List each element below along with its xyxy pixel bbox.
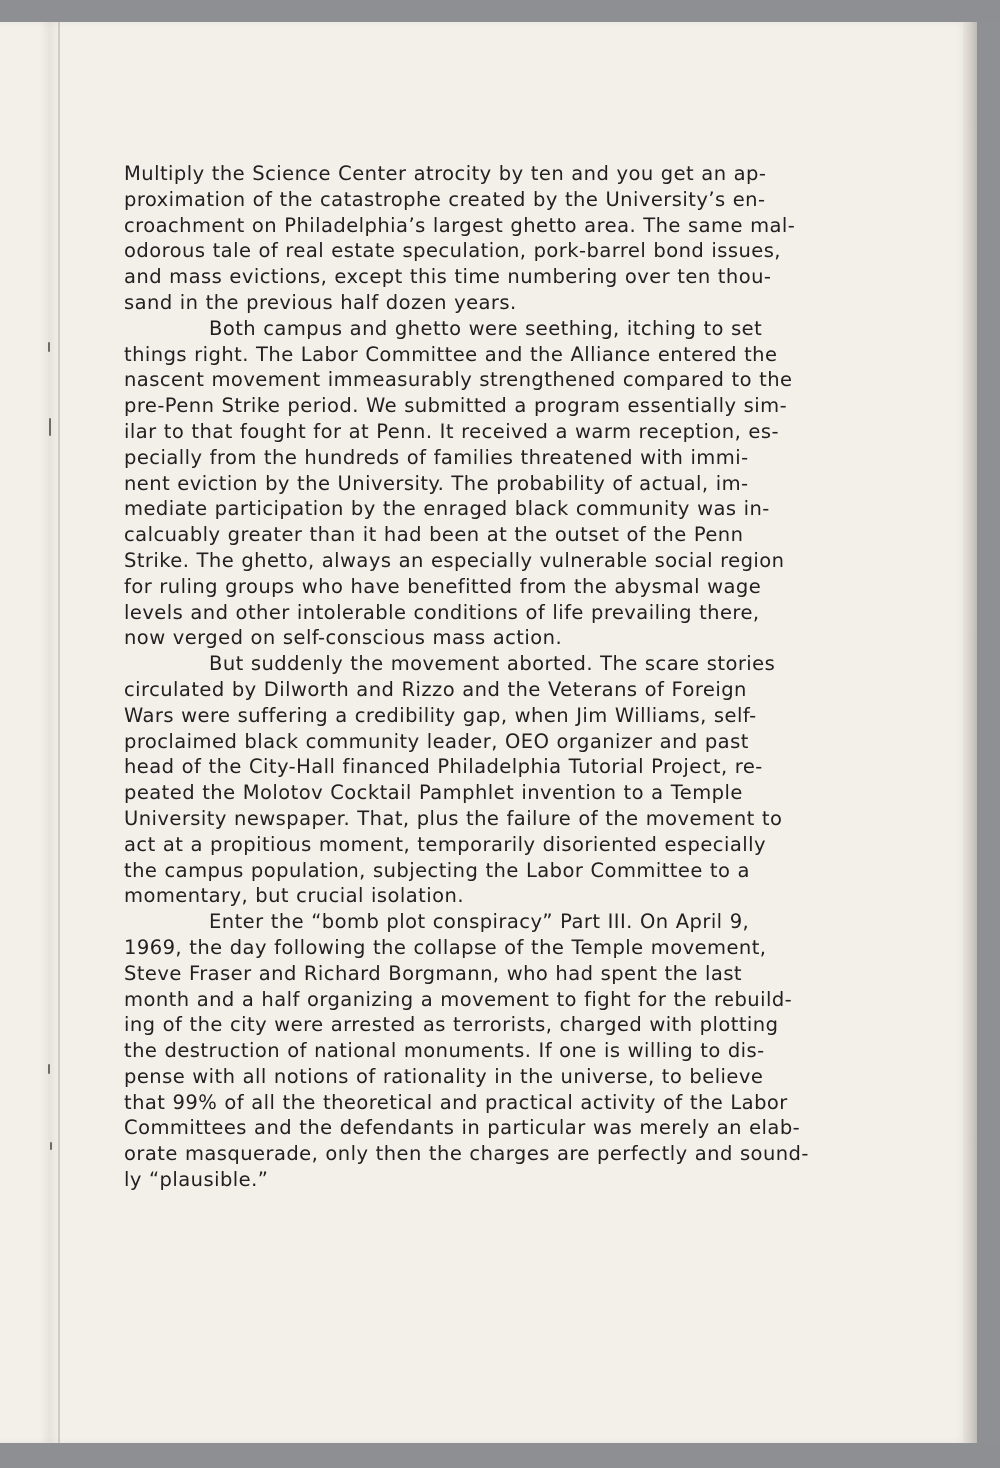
text-line: croachment on Philadelphia’s largest ghetto area. The same mal-: [124, 213, 796, 237]
text-line: that 99% of all the theoretical and practical activity of the Labor: [124, 1090, 788, 1114]
text-line: Committees and the defendants in particular was merely an elab-: [124, 1116, 801, 1140]
text-line: things right. The Labor Committee and the Alliance entered the: [124, 342, 778, 366]
paragraph-first-line: But suddenly the movement aborted. The scare stories: [209, 652, 776, 676]
text-line: the destruction of national monuments. If one is willing to dis-: [124, 1039, 765, 1063]
text-line: pecially from the hundreds of families threatened with immi-: [124, 445, 749, 469]
staple-mark: [50, 1142, 52, 1150]
text-line: momentary, but crucial isolation.: [124, 884, 464, 908]
text-line: ing of the city were arrested as terrorists, charged with plotting: [124, 1013, 779, 1037]
text-line: month and a half organizing a movement to fight for the rebuild-: [124, 987, 793, 1011]
staple-mark: [48, 342, 50, 352]
binding-fold-line: [58, 22, 60, 1443]
text-line: odorous tale of real estate speculation, pork-barrel bond issues,: [124, 239, 781, 263]
text-line: circulated by Dilworth and Rizzo and the Veterans of Foreign: [124, 677, 747, 701]
binding-spine: [40, 22, 60, 1443]
text-line: for ruling groups who have benefitted from the abysmal wage: [124, 574, 762, 598]
text-line: now verged on self-conscious mass action.: [124, 626, 563, 650]
text-line: Strike. The ghetto, always an especially vulnerable social region: [124, 548, 785, 572]
staple-mark: [48, 1064, 50, 1074]
text-line: and mass evictions, except this time numbering over ten thou-: [124, 265, 772, 289]
text-line: Multiply the Science Center atrocity by ten and you get an ap-: [124, 162, 767, 185]
text-line: ly “plausible.”: [124, 1168, 269, 1192]
text-line: 1969, the day following the collapse of the Temple movement,: [124, 935, 767, 959]
text-line: the campus population, subjecting the Labor Committee to a: [124, 858, 750, 882]
text-line: University newspaper. That, plus the failure of the movement to: [124, 806, 783, 830]
paragraph-first-line: Enter the “bomb plot conspiracy” Part III. On April 9,: [209, 910, 750, 934]
text-line: head of the City-Hall financed Philadelphia Tutorial Project, re-: [124, 755, 763, 779]
text-line: ilar to that fought for at Penn. It received a warm reception, es-: [124, 419, 779, 443]
text-line: Steve Fraser and Richard Borgmann, who had spent the last: [124, 961, 743, 985]
text-line: orate masquerade, only then the charges are perfectly and sound-: [124, 1142, 809, 1166]
scanner-background-bottom: [0, 1443, 1000, 1468]
text-line: nascent movement immeasurably strengthened compared to the: [124, 368, 793, 392]
staple-mark: [49, 418, 51, 436]
paper-edge: [963, 22, 977, 1443]
scanner-background-top: [0, 0, 1000, 22]
text-line: pre-Penn Strike period. We submitted a program essentially sim-: [124, 394, 788, 418]
text-line: Wars were suffering a credibility gap, when Jim Williams, self-: [124, 703, 757, 727]
text-line: sand in the previous half dozen years.: [124, 290, 517, 314]
text-line: nent eviction by the University. The probability of actual, im-: [124, 471, 749, 495]
paragraph-first-line: Both campus and ghetto were seething, itching to set: [209, 316, 763, 340]
text-line: proximation of the catastrophe created by the University’s en-: [124, 187, 766, 211]
text-line: proclaimed black community leader, OEO organizer and past: [124, 729, 749, 753]
text-line: peated the Molotov Cocktail Pamphlet invention to a Temple: [124, 781, 743, 805]
text-line: levels and other intolerable conditions of life prevailing there,: [124, 600, 760, 624]
body-text: [124, 161, 844, 1193]
text-line: mediate participation by the enraged black community was in-: [124, 497, 770, 521]
text-line: pense with all notions of rationality in the universe, to believe: [124, 1064, 764, 1088]
text-line: calcuably greater than it had been at the outset of the Penn: [124, 523, 744, 547]
text-line: act at a propitious moment, temporarily disoriented especially: [124, 832, 766, 856]
